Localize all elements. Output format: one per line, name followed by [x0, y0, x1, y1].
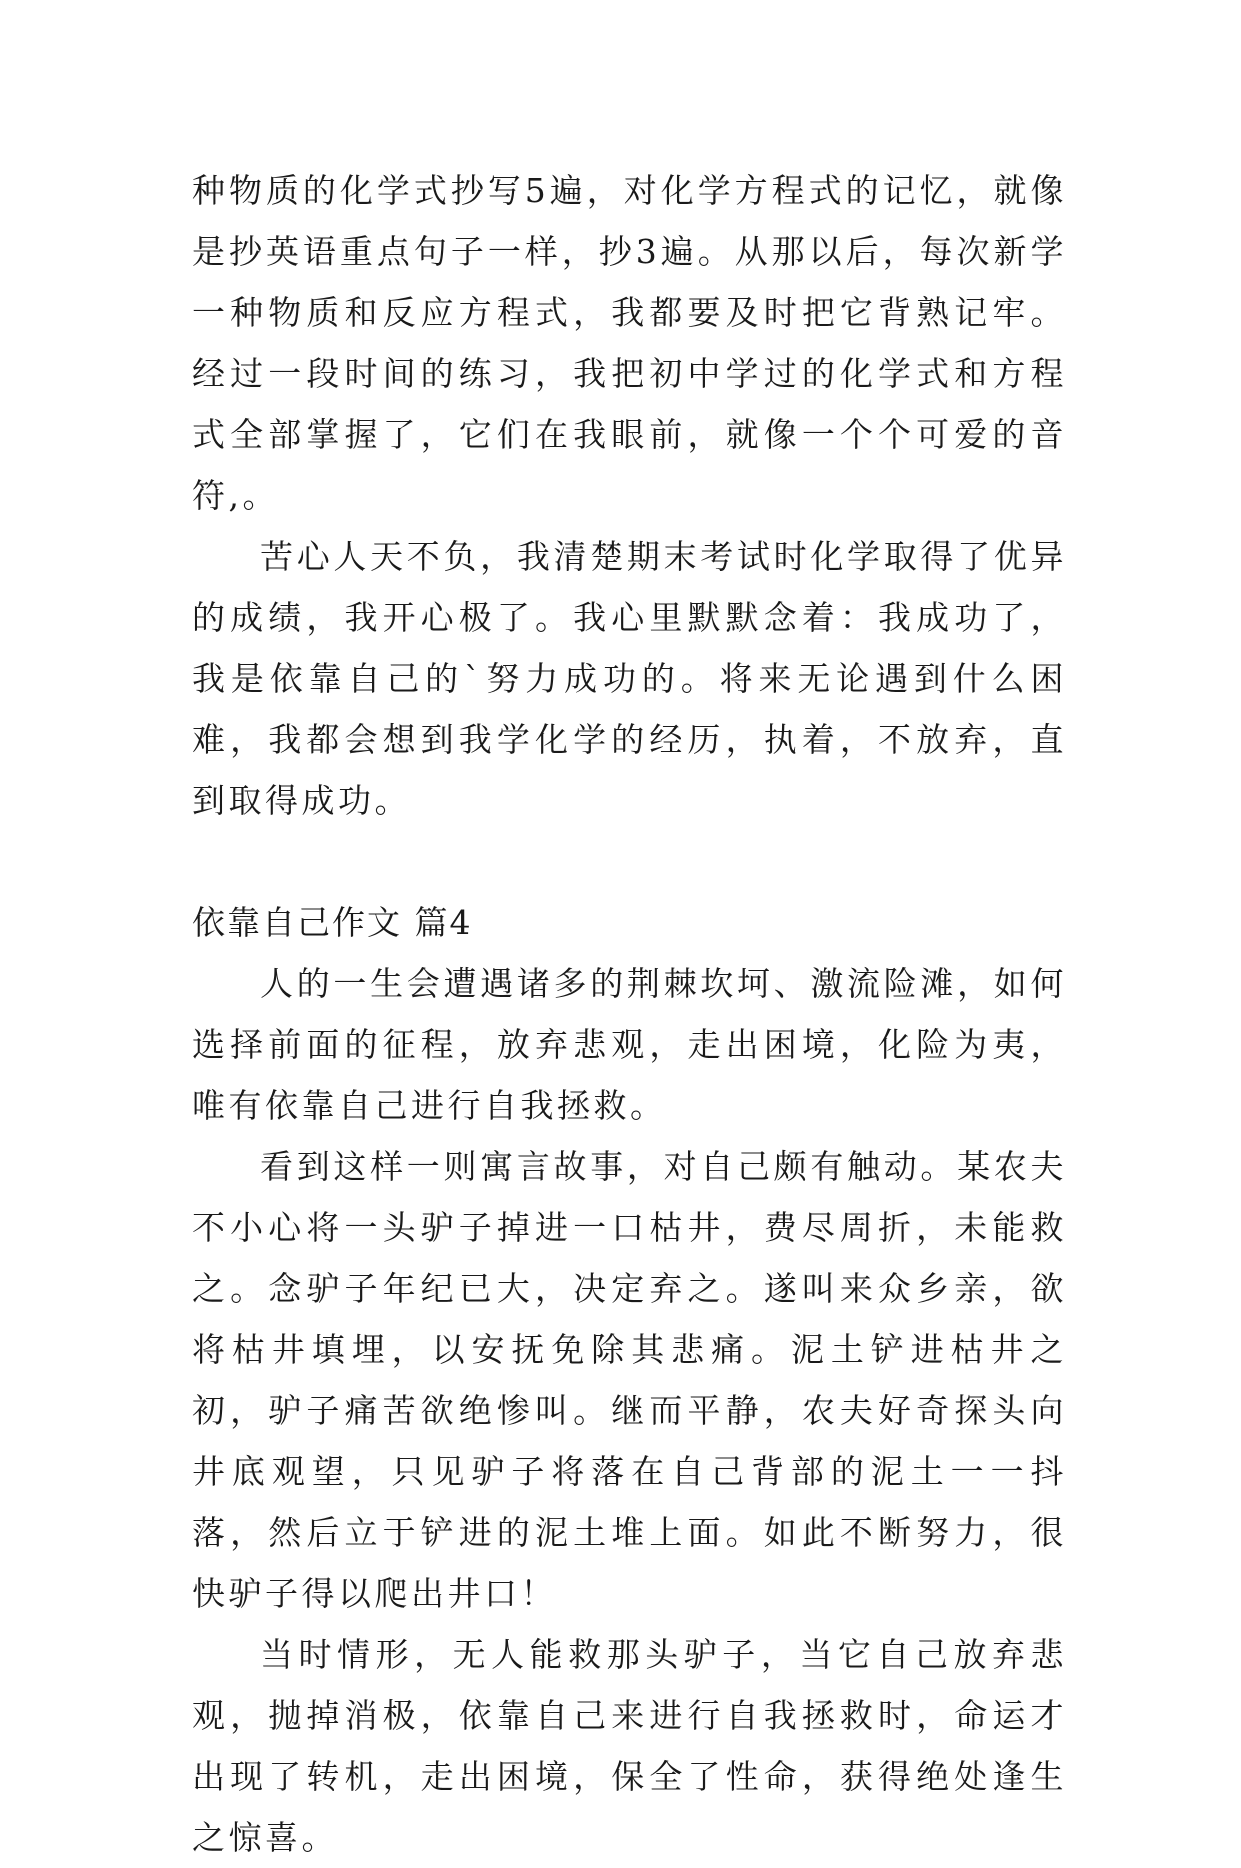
paragraph-reflection: 当时情形，无人能救那头驴子，当它自己放弃悲观，抛掉消极，依靠自己来进行自我拯救时，命运才出现了转机，走出困境，保全了性命，获得绝处逢生之惊喜。 — [192, 1635, 1067, 1857]
paragraph-conclusion: 苦心人天不负，我清楚期末考试时化学取得了优异的成绩，我开心极了。我心里默默念着：我成功了，我是依靠自己的`努力成功的。将来无论遇到什么困难，我都会想到我学化学的经历，执着，不放弃，直到取得成功。 — [192, 537, 1067, 820]
paragraph-intro: 人的一生会遭遇诸多的荆棘坎坷、激流险滩，如何选择前面的征程，放弃悲观，走出困境，化险为夷，唯有依靠自己进行自我拯救。 — [192, 964, 1067, 1125]
paragraph-continuation: 种物质的化学式抄写5遍，对化学方程式的记忆，就像是抄英语重点句子一样，抄3遍。从那以后，每次新学一种物质和反应方程式，我都要及时把它背熟记牢。经过一段时间的练习，我把初中学过的化学式和方程式全部掌握了，它们在我眼前，就像一个个可爱的音符,。 — [192, 171, 1067, 515]
section-heading: 依靠自己作文 篇4 — [192, 903, 473, 942]
document-body — [192, 160, 1067, 1868]
paragraph-fable: 看到这样一则寓言故事，对自己颇有触动。某农夫不小心将一头驴子掉进一口枯井，费尽周折，未能救之。念驴子年纪已大，决定弃之。遂叫来众乡亲，欲将枯井填埋，以安抚免除其悲痛。泥土铲进枯井之初，驴子痛苦欲绝惨叫。继而平静，农夫好奇探头向井底观望，只见驴子将落在自己背部的泥土一一抖落，然后立于铲进的泥土堆上面。如此不断努力，很快驴子得以爬出井口！ — [192, 1147, 1067, 1613]
